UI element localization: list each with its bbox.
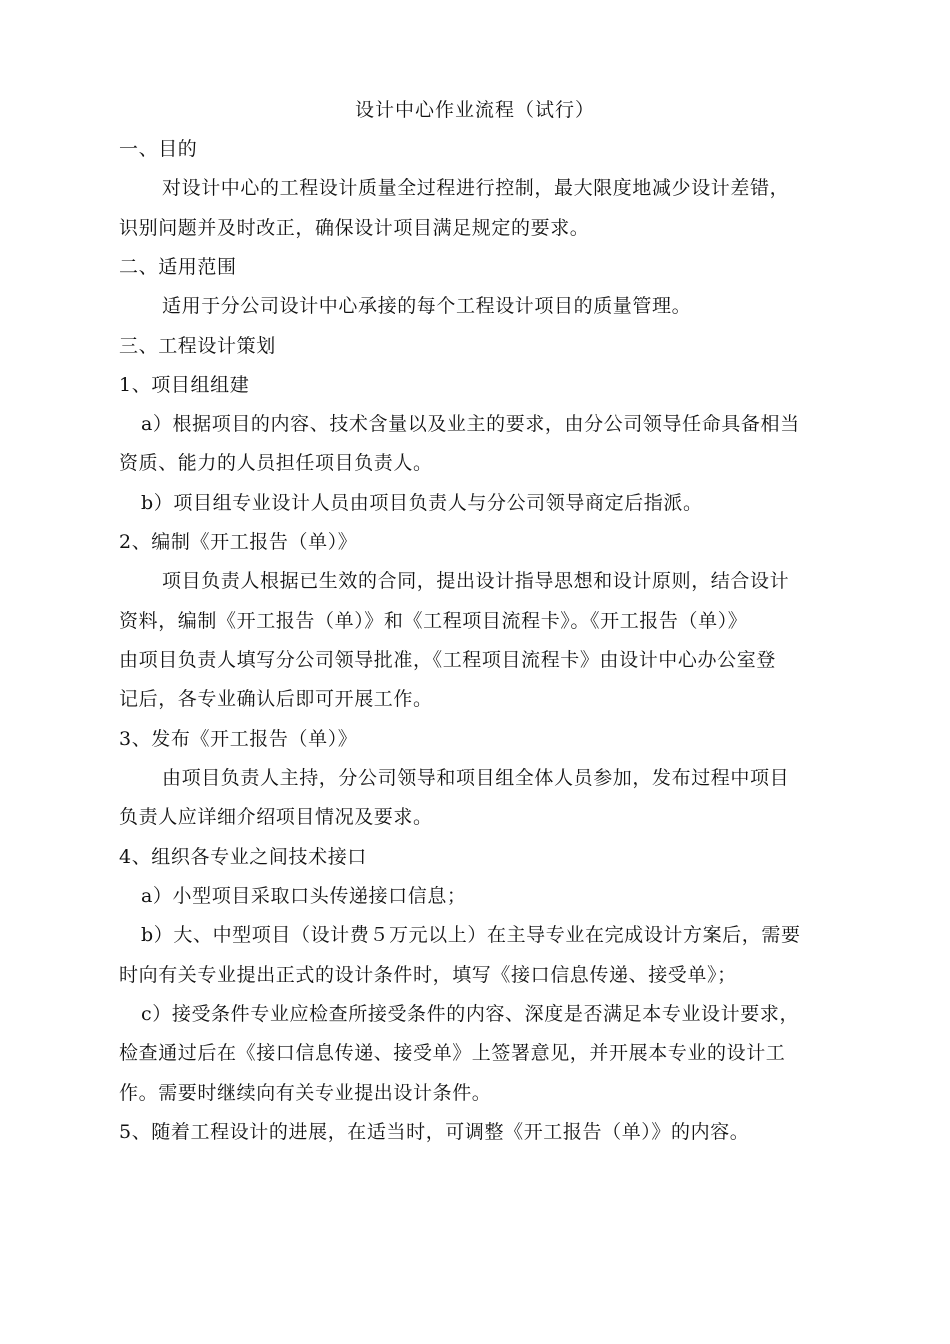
paragraph-line: 适用于分公司设计中心承接的每个工程设计项目的质量管理。 bbox=[162, 295, 692, 317]
paragraph-line: 记后，各专业确认后即可开展工作。 bbox=[119, 688, 433, 710]
list-item-line: 资质、能力的人员担任项目负责人。 bbox=[119, 452, 433, 474]
list-item-line: 作。需要时继续向有关专业提出设计条件。 bbox=[119, 1082, 492, 1104]
paragraph-line: 负责人应详细介绍项目情况及要求。 bbox=[119, 806, 433, 828]
document-title: 设计中心作业流程（试行） bbox=[354, 99, 595, 121]
list-item-line: b）项目组专业设计人员由项目负责人与分公司领导商定后指派。 bbox=[141, 492, 703, 514]
subsection-heading: 4、组织各专业之间技术接口 bbox=[119, 846, 367, 868]
subsection-heading: 1、项目组组建 bbox=[119, 374, 250, 396]
subsection-heading: 2、编制《开工报告（单）》 bbox=[119, 531, 358, 553]
paragraph-line: 识别问题并及时改正，确保设计项目满足规定的要求。 bbox=[119, 217, 590, 239]
paragraph-line: 项目负责人根据已生效的合同，提出设计指导思想和设计原则，结合设计 bbox=[162, 570, 790, 592]
paragraph-line: 由项目负责人主持，分公司领导和项目组全体人员参加，发布过程中项目 bbox=[162, 767, 790, 789]
paragraph-line: 由项目负责人填写分公司领导批准，《工程项目流程卡》由设计中心办公室登 bbox=[119, 649, 776, 671]
list-item-line: c）接受条件专业应检查所接受条件的内容、深度是否满足本专业设计要求， bbox=[141, 1003, 800, 1025]
list-item-line: a）根据项目的内容、技术含量以及业主的要求，由分公司领导任命具备相当 bbox=[141, 413, 800, 435]
subsection-heading: 3、发布《开工报告（单）》 bbox=[119, 728, 358, 750]
list-item-line: a）小型项目采取口头传递接口信息； bbox=[141, 885, 467, 907]
subsection-heading: 5、随着工程设计的进展，在适当时，可调整《开工报告（单）》的内容。 bbox=[119, 1121, 750, 1143]
list-item-line: 时向有关专业提出正式的设计条件时，填写《接口信息传递、接受单》； bbox=[119, 964, 737, 986]
list-item-line: 检查通过后在《接口信息传递、接受单》上签署意见，并开展本专业的设计工 bbox=[119, 1042, 786, 1064]
section-heading-purpose: 一、目的 bbox=[119, 138, 198, 160]
paragraph-line: 资料，编制《开工报告（单）》和《工程项目流程卡》。《开工报告（单）》 bbox=[119, 610, 748, 632]
paragraph-line: 对设计中心的工程设计质量全过程进行控制，最大限度地减少设计差错， bbox=[162, 177, 790, 199]
section-heading-planning: 三、工程设计策划 bbox=[119, 335, 276, 357]
list-item-line: b）大、中型项目（设计费５万元以上）在主导专业在完成设计方案后，需要 bbox=[141, 924, 801, 946]
section-heading-scope: 二、适用范围 bbox=[119, 256, 237, 278]
